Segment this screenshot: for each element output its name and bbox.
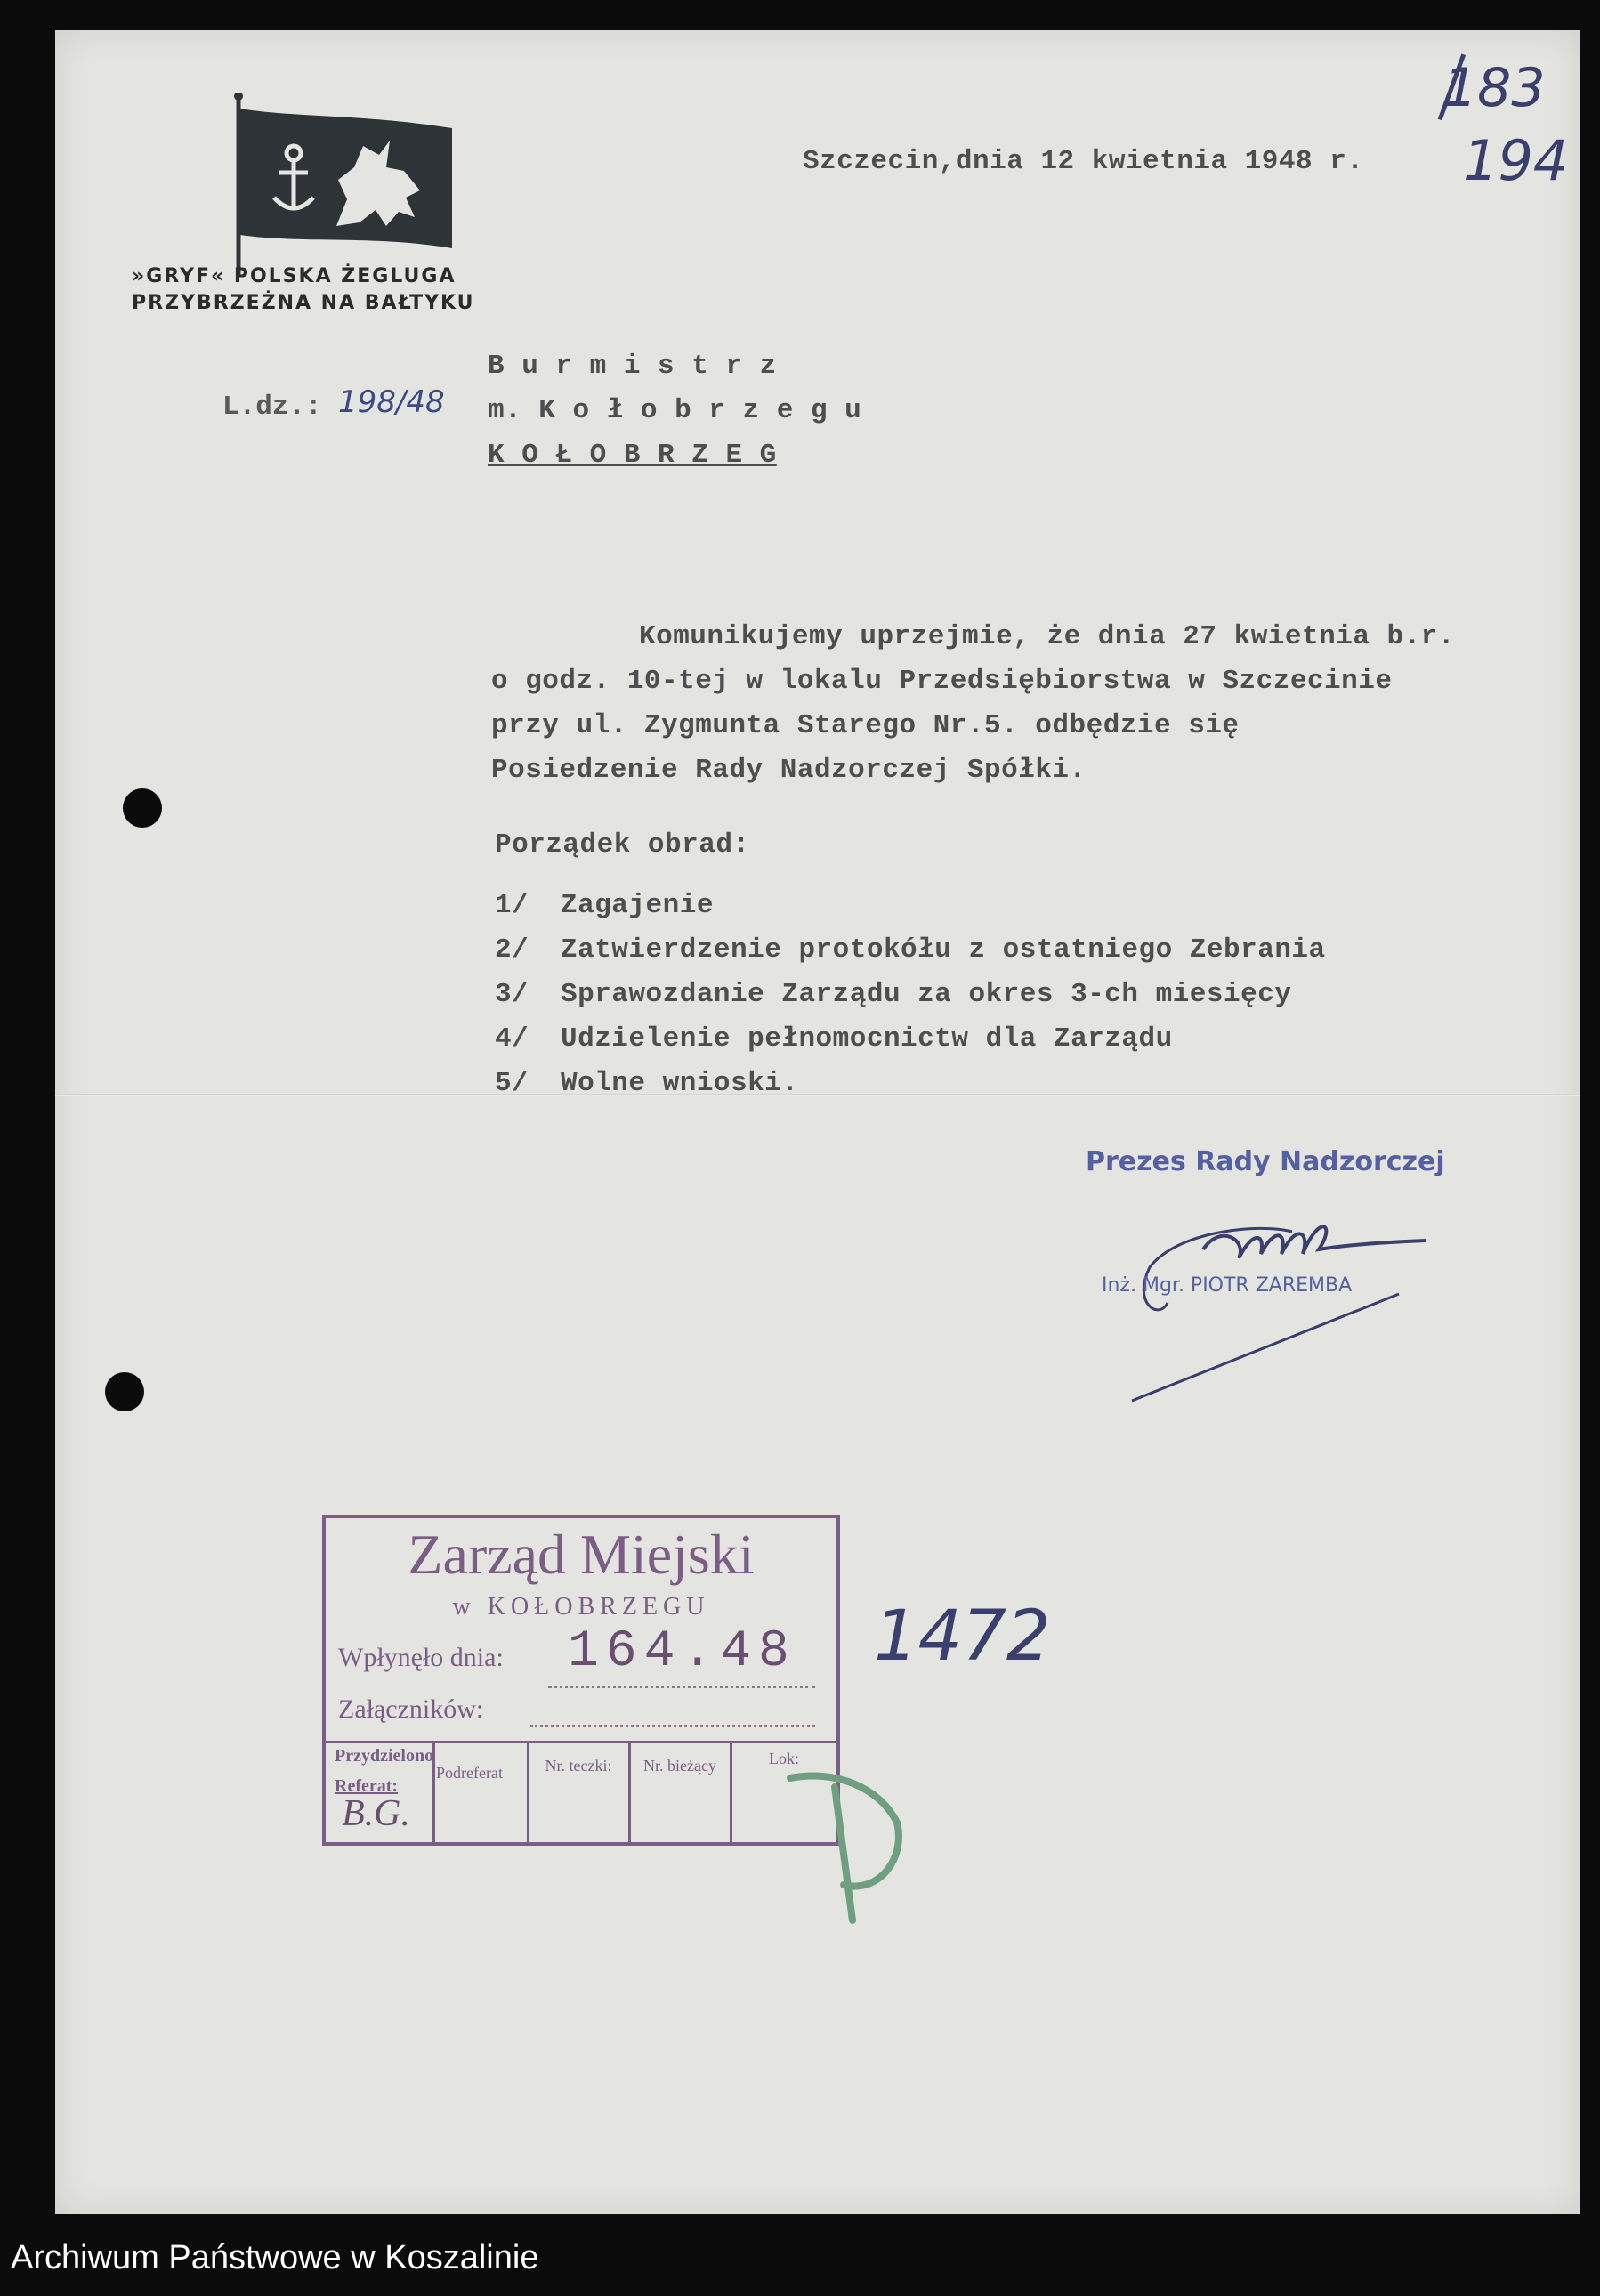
green-pencil-mark-icon — [772, 1751, 950, 1929]
gryf-flag-logo-icon — [230, 93, 461, 279]
stamp-col-folder: Nr. teczki: — [545, 1757, 612, 1775]
date-line: Szczecin,dnia 12 kwietnia 1948 r. — [803, 146, 1364, 177]
stamp-attachments-label: Załączników: — [338, 1694, 484, 1724]
archive-name: Archiwum Państwowe w Koszalinie — [11, 2239, 539, 2276]
stamp-grid-line — [628, 1741, 631, 1842]
stamp-col-subdepartment: Podreferat — [436, 1764, 503, 1782]
stamp-col-location: Lok: — [769, 1750, 799, 1767]
company-name-line1: »GRYF« POLSKA ŻEGLUGA — [132, 265, 457, 287]
stamp-col-current-number: Nr. bieżący — [643, 1757, 716, 1775]
stamp-col-assigned: Przydzielono — [335, 1746, 434, 1766]
signature-title: Prezes Rady Nadzorczej — [1086, 1146, 1445, 1177]
agenda-item-number: 5/ — [495, 1068, 529, 1099]
stamp-grid-line — [730, 1741, 732, 1842]
archive-footer-bar — [0, 2230, 1600, 2296]
company-name-line2: PRZYBRZEŻNA NA BAŁTYKU — [132, 292, 475, 314]
addressee-line1: B u r m i s t r z — [488, 351, 777, 382]
agenda-item-text: Udzielenie pełnomocnictw dla Zarządu — [561, 1023, 1173, 1055]
body-line-3: przy ul. Zygmunta Starego Nr.5. odbędzie się — [491, 710, 1240, 741]
punch-hole — [123, 788, 162, 828]
reference-number: 198/48 — [338, 384, 445, 420]
stamp-dotted-line — [530, 1725, 815, 1727]
stamp-subtitle: w KOŁOBRZEGU — [452, 1593, 710, 1621]
stamp-received-label: Wpłynęło dnia: — [338, 1643, 504, 1672]
stamp-grid-line — [527, 1741, 529, 1842]
agenda-item-number: 4/ — [495, 1023, 529, 1055]
page-number-crossed: 183 — [1443, 57, 1546, 119]
agenda-item-text: Zatwierdzenie protokółu z ostatniego Zebrania — [561, 934, 1326, 966]
stamp-col-department: Referat: — [335, 1776, 399, 1796]
reference-label: L.dz.: — [222, 392, 322, 423]
stamp-title: Zarząd Miejski — [408, 1523, 755, 1586]
agenda-item-text: Zagajenie — [561, 890, 714, 921]
agenda-item-text: Sprawozdanie Zarządu za okres 3-ch miesięcy — [561, 979, 1292, 1010]
document-sheet — [55, 30, 1580, 2214]
stamp-dotted-line — [548, 1686, 815, 1688]
stamp-department-value: B.G. — [342, 1793, 410, 1834]
stamp-received-date: 164.48 — [568, 1623, 796, 1681]
agenda-item-number: 2/ — [495, 934, 529, 966]
addressee-line2: m. K o ł o b r z e g u — [488, 395, 862, 426]
addressee-line3: K O Ł O B R Z E G — [488, 440, 777, 471]
body-line-4: Posiedzenie Rady Nadzorczej Spółki. — [491, 755, 1087, 786]
signatory-name: Inż. Mgr. PIOTR ZAREMBA — [1102, 1274, 1353, 1297]
agenda-heading: Porządek obrad: — [495, 829, 750, 861]
body-line-1: Komunikujemy uprzejmie, że dnia 27 kwietnia b.r. — [639, 621, 1455, 652]
agenda-item-number: 1/ — [495, 890, 529, 921]
handwritten-number: 1472 — [874, 1597, 1051, 1677]
page-number: 194 — [1463, 128, 1569, 193]
body-line-2: o godz. 10-tej w lokalu Przedsiębiorstwa w Szczecinie — [491, 666, 1393, 697]
paper-fold-line — [55, 1094, 1580, 1096]
agenda-item-number: 3/ — [495, 979, 529, 1010]
punch-hole — [105, 1372, 144, 1411]
stamp-grid-line — [326, 1741, 836, 1743]
received-stamp — [322, 1515, 840, 1846]
agenda-item-text: Wolne wnioski. — [561, 1068, 799, 1099]
